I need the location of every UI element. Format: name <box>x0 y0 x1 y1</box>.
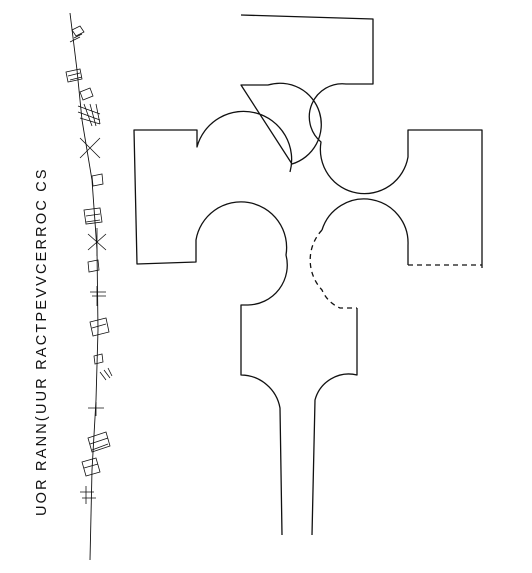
cross-reconstruction-dashed <box>310 230 482 308</box>
cross-outline <box>134 15 482 535</box>
ogham-marks <box>66 26 112 504</box>
transliteration-label: UOR RANN(UUR RACTPEVVCERROC CS <box>34 167 50 516</box>
ogham-stem-line <box>70 13 98 560</box>
